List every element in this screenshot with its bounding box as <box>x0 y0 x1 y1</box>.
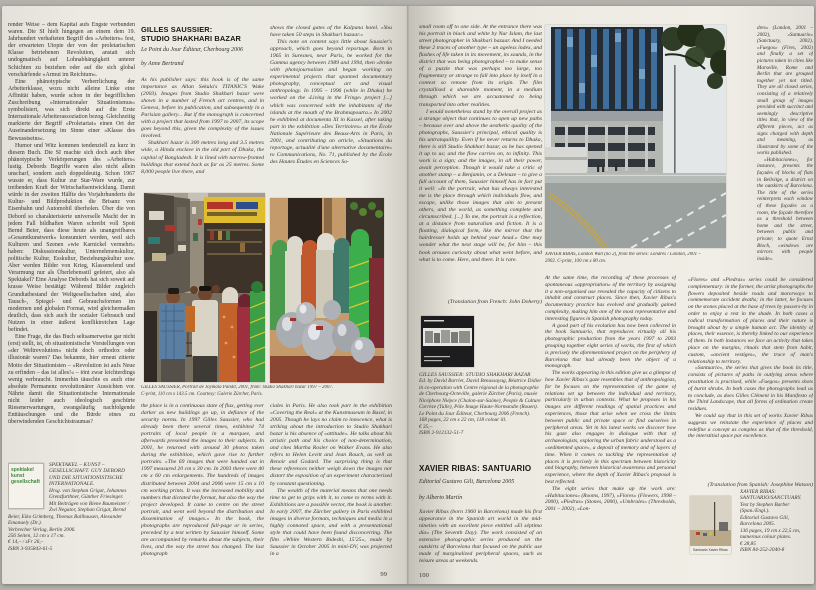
article-paragraph: Xavier Ribas (born 1960 in Barcelona) made his first appearance in the Spanish art world in the mid-nineties with an excellent piece entitled »El séptimo día« (The Seventh Day). The work consisted of an extensive photographic series produced on the outskirts of Barcelona that focused on the public use made of marginalized peripheral spaces, such as leisure areas at weekends. <box>419 509 542 565</box>
saussier-col1-upper <box>141 77 264 187</box>
ribas-book-city-year: Barcelona 2005. <box>740 521 776 528</box>
caption-line: GILLES SAUSSIER, Portrait de Joymala Pandit, 2001, from: Studio Shakhari bazar 1997 – 2007. <box>141 385 334 390</box>
saussier-book-pages: 168 pages, 22 cm x 22 cm, 118 colour ill. <box>419 417 507 424</box>
article-paragraph: The eight series that make up the work are: »Habitaciones« (Rooms, 1997), »Flores« (Flowers, 1998 – 2000), »Piedras« (Stones, 2000), »Umbrales« (Thresholds, 2001 – 2002), »Lon- <box>545 485 676 513</box>
ribas-book-publisher: Editorial Gustavo Gili, <box>740 514 789 521</box>
ribas-book-price: € 28,85 <box>740 540 756 547</box>
ribas-cover-text: Santuario Xavier Ribas <box>693 548 728 552</box>
german-paragraph: Eine phänotypische Verherrlichung der Arbeiterklasse, wozu nicht alleine Linke eine Affinität haben, wurde schon in der begrifflichen Zuschreibung »Internationaler Situationismus« symbolisiert, was sich direkt auf die Erste Internationale Arbeiterassoziation bezog. Gleichzeitig markierte der Begriff »Proletariat« einen Ort der Auseinandersetzung im Sinne einer »Klasse des Bewusstseins«. <box>8 78 135 142</box>
article-subtitle: Editorial Gustavo Gili, Barcelona 2005 <box>419 479 515 485</box>
article-paragraph: The works appearing in this edition give us a glimpse of how Xavier Ribas's gaze resembles that of anthropologists, for he focuses on the representation of the game of relations set up between the individual and territory, particularly in urban contexts. What he proposes in his images are different readings of spatial practices and experiences, those that arise when we cross the limits between public and private space or find ourselves in peripheral areas. Yet in his latest works we discover how his gaze also engages in dialogue with that of archaeologists, exploring the urban fabric understood as a »sedimented space«, a deposit of memory and of layers of time. When it comes to tackling the representation of places it is precisely in this spectrum between historicity and biography, between historical awareness and personal experience, where the depth of Xavier Ribas's proposal is best reflected. <box>545 370 676 485</box>
left-page <box>0 6 408 584</box>
article-paragraph: We could say that in this set of works Xavier Ribas suggests we reinstate the experience of places and redefine a concept as complex as that of the threshold, the interstitial space par excellence. <box>688 412 813 440</box>
article-paragraph: The wealth of the material means that one needs time to get to grips with it, to come to terms with it. Exhibitions are a possible vector, the book is another. In early 2007, the Zürcher gallery in Paris exhibited images in diverse formats, techniques and media in a highly connoted space, and with a presentational style that could have been found disconcerting. The film »White Western Bideshi, 15'25«, made by Saussier in October 2005 in mini-DV, was projected in a <box>270 487 392 557</box>
ribas-photo-caption <box>545 252 763 266</box>
photo-shakhari-bazar-street <box>144 193 265 382</box>
photo-london-street <box>545 25 726 248</box>
translation-credit-spanish: (Translation from Spanish: Josephine Watson) <box>707 482 813 488</box>
translation-credit-french: (Translation from French: John Doherty) <box>447 299 542 305</box>
spektakel-book-publisher: Verbrecher Verlag, Berlin 2006. <box>8 526 76 533</box>
saussier-photo-caption <box>141 385 393 399</box>
article-paragraph: I would nonetheless stand by the overall project as a strange object that continues to open up new paths – because over and above the aesthetic quality of the photographs, Saussier's principal, ethical quality is his untranquillity. Even if he never returns to Dhaka, there is still Studio Shakhari bazar, as he has opened it up to us; and the flow carries on, to infinity. This work is a sign; and the images, in all their power, await perception. Though it would take a critic of another stamp – a Benjamin, or a Deleuze – to give a full account of them, Saussier himself has in fact put it well: »In the portrait, what has always interested me is the place through which individuals flow, and escape, unlike those images that aim to present others, and the world, as something complete and circumscribed. [...] To me, the portrait is a reflection, at a distance from naturalism and fiction. It is a floating, dialogical form, like the mirror that the hairdresser holds up behind your head.« One may wonder what the next stage will be, for him – this book arouses curiosity about what went before, and what is to come. Here, and there. It is rare. <box>419 108 542 263</box>
saussier-col2-upper <box>270 25 392 192</box>
spektakel-book-editors: Hrsg. von Stephan Grigat, Johannes Grenzfurthner, Günther Friesinger. <box>49 487 127 501</box>
article-paragraph: Shakhari bazar is 300 metres long and 3.5 metres wide, a Hindu enclave in the old part of Dhaka, the capital of Bangladesh. It is lined with narrow-fronted buildings that extend back as far as 25 metres. Some 8,000 people live there, and <box>141 140 264 175</box>
spektakel-book-title: SPEKTAKEL – KUNST – GESELLSCHAFT. GUY DEBORD UND DIE SITUATIONISTISCHE INTERNATIONALE. <box>49 462 126 488</box>
saussier-book-cover <box>421 316 474 367</box>
saussier-article-header <box>141 25 266 69</box>
article-title-line2: STUDIO SHAKHARI BAZAR <box>141 34 242 43</box>
ribas-book-plates: numerous colour plates. <box>740 534 792 541</box>
article-paragraph: »Habitaciones«, for instance, presents the façades of blocks of flats in Bellvitge, a district on the outskirts of Barcelona. The title of the series reinterprets each window of these façades as a room, the façade therefore as a threshold between home and the street, between public and private; to quote Ernst Bloch, »windows are mirrors with people inside«. <box>757 156 813 262</box>
photo-women-water-pots <box>270 198 384 383</box>
ribas-wide-column <box>688 277 813 473</box>
saussier-col2-lower <box>270 403 392 571</box>
article-paragraph: As his publisher says: this book is of the same importance as Allan Sekula's TITANIC'S Wake (2003). Images from Studio Shakhari bazar were shown in a number of French art centres, and in Geneva, before its publication, and subsequently in a Parisian gallery... But if the monograph is concerned with a project that lasted from 1997 to 2007, its scope goes beyond this, given the complexity of the issues involved. <box>141 77 264 140</box>
article-paragraph: »Santuario«, the series that gives the book its title, consists of pictures of paths in outlying areas where prostitution is practised, while »Fuegos« presents shots of burnt shrubs. In both cases the photographs lead us to conclude, as does Gilles Clément in his Manifesto of the Third Landscape, that all forms of ordination create residues. <box>688 365 813 413</box>
saussier-book-info <box>419 372 544 458</box>
german-paragraph: Eine Frage, die das Buch seltsamerweise gar nicht (erst) stellt, ist, ob situationistische Vorstellungen von »der Weltrevolution« nicht doch orthodox oder illusionär waren? Das bekannte, hier erneut zitierte Motto der Situationisten – »Revolution ist aufs Neue zu erfinden – das ist alles!« – tönt zwar leichterdings wenig verbraucht. Immerhin täuschte es auch eine absolute Permanenz revolutionärer Aussichten vor. Nährte damit die Situationistische Internationale nicht leider auch ideologisch geschürte Riesenerwartungen, zwangsläufig nachfolgende Enttäuschungen und die Bürde eines zu überwindenden Geschichtstraumas? <box>8 334 135 426</box>
article-paragraph: the place is in a continuous state of flux, getting ever darker as new buildings go up, in defiance of the security norms. In 1997 Gilles Saussier, who had already been there several times, exhibited 74 portraits of local people in a marquee, and afterwards presented the images to their subjects. In 2001, he returned with around 30 photos taken during the exhibition, which gave rise to further portraits. »The 69 images that were handed out in 1997 measured 20 cm x 30 cm. In 2003 there were 40 cm x 60 cm enlargements. The hundreds of images distributed between 2004 and 2006 were 15 cm x 10 cm working prints. It was the increased mobility and numbers that dictated the format, but also the way the project developed. It came to centre on the street portrait, and went well beyond the distribution and dissemination of images.« In the book, the photographs are reproduced full-page or in series, preceded by a text written by Saussier himself. Some are accompanied by remarks about the subjects, their lives, and the way the street has changed. The last photograph <box>141 403 264 557</box>
article-paragraph: A good part of his evolution has now been collected in the book Santuario, that reproduces virtually all his photographic production from the years 1997 to 2003 grouping together eight series of works, the first of which is precisely the aforementioned project on the periphery of Barcelona that had already been the object of a monograph. <box>545 322 676 370</box>
saussier-book-title: GILLES SAUSSIER: STUDIO SHAKHARI BAZAR <box>419 372 531 378</box>
article-title: GILLES SAUSSIER: <box>141 25 213 34</box>
article-title: XAVIER RIBAS: SANTUARIO <box>419 464 532 473</box>
saussier-book-publisher: Le Point du Jour Éditeur, Cherbourg 2006 (French). <box>419 410 531 417</box>
spektakel-book-pages: 256 Seiten, 12 cm x 17 cm. <box>8 532 65 539</box>
spektakel-book-cover <box>8 463 44 509</box>
ribas-book-title: XAVIER RIBAS: <box>740 489 777 495</box>
spektakel-book-price: € 14,– / sFr 26,– <box>8 539 44 546</box>
spektakel-cover-line: kunst <box>11 473 25 479</box>
article-paragraph: dres« (London, 2001 – 2002), »Santuario« (Sanctuary, 2002), »Fuegos« (Fires, 2002) and finally a set of pictures taken in cities like Marseille, Rome and Berlin that are grouped together yet not titled. They are all closed series, consisting of a relatively small group of images provided with succinct and seemingly descriptive titles that, in view of the different pieces, act as signs charged with depth and meaning, as illustrated by some of the works published. <box>757 25 813 157</box>
page-number-right: 100 <box>419 572 429 579</box>
article-paragraph: »Flores« and »Piedras« series could be considered complementary: in the former, the artist photographs the flowers deposited beside roads and motorways to commemorate accident deaths; in the latter, he focuses on the stones placed at the base of trees by passers-by in order to enjoy a rest in the shade. In both cases a radical transformation of places and their nature is brought about by a simple human act. The identity of places, their essence, is thereby linked to our experience of them. In both instances we face an activity that takes place on the margins, rituals that stem from habit, custom, »ancient vestiges«, the trace of man's relationship to territory. <box>688 277 813 365</box>
article-paragraph: ciales in Paris. He also took part in the exhibition »Covering the Real« at the Kunstmuseum in Basel, in 2005. Though he lays no claim to innocence, what is striking about the introduction to Studio Shakhari bazar is his absence of »attitude«. He talks about his artistic path and his choice of non-determination, and cites Martha Rosler on Walker Evans. He also refers to Helen Levitt and Jean Rouch, as well as Renoir and Godard. The surprising thing is that these references neither weigh down the images nor distort the exposition of an experiment characterised by constant questioning. <box>270 403 392 487</box>
saussier-book-editors: Ed. by David Barriet, David Benassayag, Béatrice Didier in co-operation with Centre régional de la photographie de Cherbourg-Octeville, galerie Zürcher (Paris), musée Nicéphore Niépce (Chalon-sur-Saône), People & Culture Corrèze (Tulle), Pôle Image Haute-Normandie (Rouen). <box>419 378 542 411</box>
ribas-book-isbn: ISBN 84-252-2040-8 <box>740 547 785 554</box>
caption-line: C-print, 110 cm x 143.5 cm. Courtesy: Galerie Zürcher, Paris. <box>141 391 263 397</box>
caption-line: 2002. C-print, 100 cm x 80 cm. <box>545 258 606 264</box>
article-paragraph: small room off to one side. At the entrance there was his portrait in black and white by Nur Islam, the last street photographer in Shakhari bazaar. And I needed these 2 traces of another type – an ageless index, and flashes of life taken in its movement, its sounds, in the district that was being photographed – to make sense of a puzzle that was perhaps too large, too fragmentary or strange to fall into place by itself in a context so remote from its origin. The film crystallised a shareable moment, in a medium through which we are accustomed to being transported into other realities. <box>419 24 542 108</box>
ribas-book-title-line2: SANTUARIO/SANCTUARY. <box>740 495 802 502</box>
article-byline: by Alberto Martín <box>419 495 463 502</box>
article-byline: by Anne Bertrand <box>141 61 184 68</box>
article-paragraph: At the same time, the recording of these processes of spontaneous »appropriation« of the territory by assigning it a non-organised use revealed the capacity of citizens to inhabit and construct places. Since then, Xavier Ribas's documentary practice has evolved and gradually gained complexity, making him one of the most representative and interesting figures in Spanish photography today. <box>545 275 676 322</box>
ribas-intro-column <box>419 509 542 571</box>
saussier-book-isbn: ISBN 2-912132-51-7 <box>419 430 464 437</box>
ribas-article-header <box>419 464 554 503</box>
ribas-narrow-column <box>757 25 813 277</box>
right-page <box>408 6 816 584</box>
article-paragraph: shows the closed gates of the Kalpana hotel. »You have taken 50 steps in Shakhari bazaar.« <box>270 25 392 39</box>
ribas-book-languages: (Span./Engl.). <box>740 508 770 515</box>
spektakel-book-contributors: Mit Beiträgen von Biene Baumeister / Zwi Negator, Stephan Grigat, Bernd Beier, Eiko Grimberg, Thomas Ballhausen, Alexander Emanuely (Dr.). <box>8 500 130 527</box>
ribas-book-author: Text by Stephen Barber <box>740 501 790 508</box>
german-paragraph: Humor und Witz kommen tendenziell zu kurz in diesem Buch. Die SI machte sich doch auch über phänotypische Verkörperungen des »Arbeiters« lustig. Debords Begriffe waren also nicht allein unscharf, sondern auch doppeldeutig. Schon 1967 wusste er, dass Kultur zur Star-Ware wurde, zur treibenden Kraft der Wirtschaftsentwicklung. Damit würde in der zweiten Hälfte des Vorjahrhunderts die Kultur- und Bildproduktion die Brisanz von Eisenbahn und Automobil überholen. Über die von Debord so charakterisierte universelle Macht der in jedem Fall bildhaften Waren schreibt voll Spott Bernd Beier, dass diese heute als unangreifbares »Gesamtkunstwerk« konsumiert werden, weil sich Kulturen und Szenen »wie Karnickel vermehrt« haben: Diskussionskultur, Unternehmenskultur, politische Kultur, Esskultur, Beziehungskultur usw. Aber werden Bilder von Krieg, Klassenelend und Verarmung nur als Überlebensstil gefeiert, also als Spektakel? Eine Analyse Debords hat sich soweit auf krasse Weise bestätigt: Während Bilder zugleich Grundtatbestand der Weltgesellschaften sind, also Tausch-, Spiegel- und Gebrauchsformen im modernen und globalen Format, wird gleichermaßen deutlich, dass sich auch ihr sozialer Gebrauch und Nutzen in einer äußerst konfliktreichen Lage befindet. <box>8 142 135 334</box>
spektakel-book-info <box>8 462 136 562</box>
article-paragraph: This note on content says little about Saussier's approach, which goes beyond reportage. Born in 1965 in Suresnes, near Paris, he worked for the Gamma agency between 1989 and 1994, then »broke with photojournalism and began working on experimental projects that spanned documentary photography, conceptual art and visual anthropology. In 1995 – 1996 (while in Dhaka) he worked on the ›Living in the Fringe‹ project [...] which was concerned with the inhabitants of the islands at the mouth of the Brahmapoutra.« In 2002 he exhibited at documenta XI in Kassel, after taking part in the exhibition »Des Territoires« at the École Nationale Supérieure des Beaux-Arts in Paris, in 2001, and contributing an article, »Situations du reportage, actualité d'une alternative documentaire« to Communications, No. 71, published by the École des Hautes Études en Sciences So- <box>270 39 392 165</box>
caption-line: XAVIER RIBAS, London Wall (no 2), from the series: Londres / London, 2001 – <box>545 252 701 257</box>
ribas-book-info <box>740 489 814 557</box>
saussier-book-price: € 35,– <box>419 423 433 430</box>
ribas-book-pages: 136 pages, 19 cm x 22,5 cm, <box>740 527 801 534</box>
spektakel-cover-line: spektakel <box>11 467 34 473</box>
german-paragraph: render Weise – dem Kapital aufs Engste verbunden waren. Die SI hielt hingegen an einem dem 19. Jahrhundert verhafteten Begriff des »Arbeiters« fest, der erwarteten Utopie der von der proletarischen Klasse betriebenen Revolution, anstatt sich undogmatisch auf Lohnabhängigkeit unterer Schichten zu beziehen oder auf die sich global verschärfende »Armut im Reichtum«. <box>8 22 135 78</box>
saussier-continuation-column <box>419 24 542 296</box>
ribas-book-cover <box>690 496 731 554</box>
spektakel-book-isbn: ISBN 3-935843-61-5 <box>8 545 53 552</box>
article-subtitle: Le Point du Jour Éditeur, Cherbourg 2006 <box>141 47 243 53</box>
spektakel-cover-line: gesellschaft <box>11 479 40 485</box>
german-review-column <box>8 22 135 460</box>
page-number-left: 99 <box>380 571 387 578</box>
saussier-col1-lower <box>141 403 264 575</box>
ribas-middle-column <box>545 275 676 587</box>
